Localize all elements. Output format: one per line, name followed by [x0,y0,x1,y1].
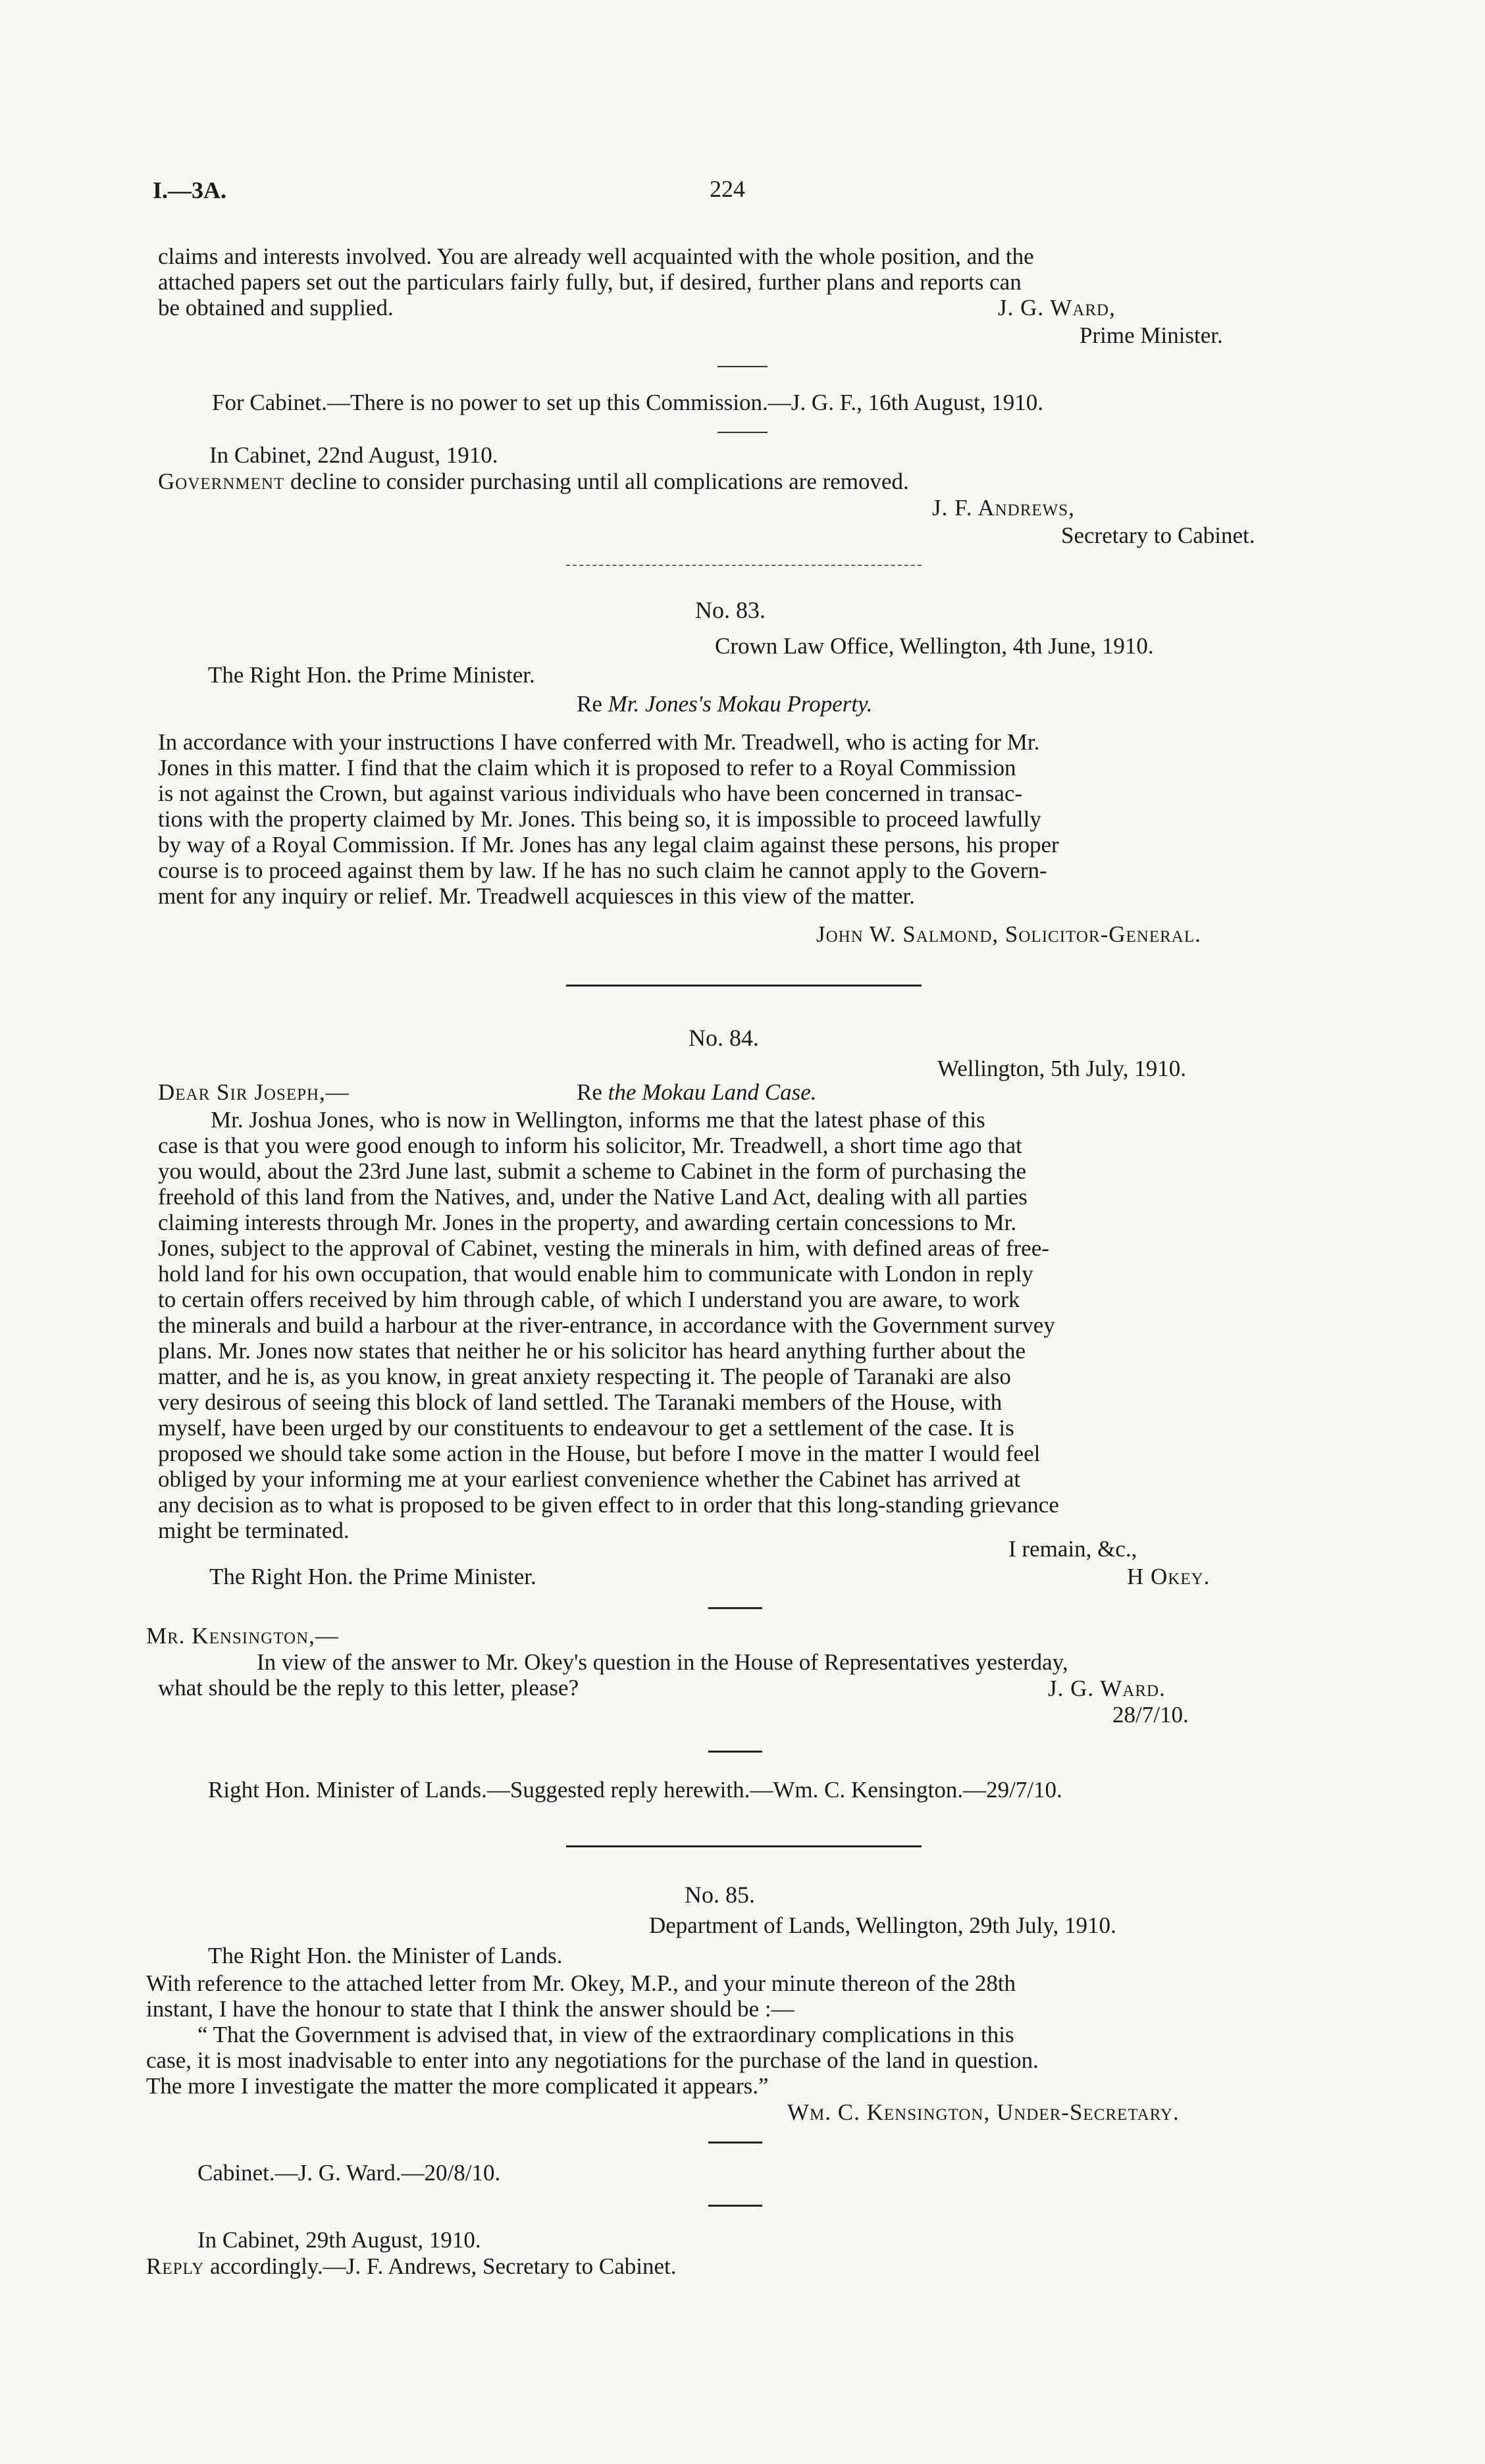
text-line: ment for any inquiry or relief. Mr. Treadwell acquiesces in this view of the matter. [158,883,915,909]
text-line: very desirous of seeing this block of land settled. The Taranaki members of the House, with [158,1389,1003,1415]
text-line: claims and interests involved. You are already well acquainted with the whole position, and the [158,244,1034,269]
signature-name: J. G. Ward, [998,295,1116,321]
text-line: myself, have been urged by our constituents to endeavour to get a settlement of the case. It is [158,1415,1014,1441]
divider [708,1751,762,1753]
text-line: by way of a Royal Commission. If Mr. Jones has any legal claim against these persons, his proper [158,832,1059,858]
memo-date: 28/7/10. [1112,1702,1189,1728]
divider [708,2142,762,2143]
section-divider [566,1845,922,1847]
in-cabinet-date: In Cabinet, 29th August, 1910. [197,2227,481,2253]
text-line: freehold of this land from the Natives, and, under the Native Land Act, dealing with all parties [158,1184,1028,1210]
section-divider [566,565,922,566]
section-divider [566,985,922,987]
text-line: be obtained and supplied. [158,295,394,321]
text-line: case is that you were good enough to inform his solicitor, Mr. Treadwell, a short time ago that [158,1133,1022,1158]
decision-lead: Government [158,469,285,494]
salutation: Dear Sir Joseph,— [158,1079,350,1105]
in-cabinet-date: In Cabinet, 22nd August, 1910. [209,442,498,468]
cabinet-decision [158,469,909,495]
addressee: The Right Hon. the Prime Minister. [208,662,535,688]
re-prefix: Re [577,1079,602,1105]
document-number: No. 83. [695,597,766,623]
text-line: any decision as to what is proposed to be given effect to in order that this long-standing grievance [158,1492,1059,1518]
memo-salutation: Mr. Kensington,— [146,1623,339,1649]
text-line: you would, about the 23rd June last, submit a scheme to Cabinet in the form of purchasing the [158,1158,1027,1184]
subject-line [577,1079,817,1106]
decision-text: decline to consider purchasing until all complications are removed. [290,469,909,494]
text-line: might be terminated. [158,1518,350,1543]
letter-body [146,1970,1303,2099]
re-prefix: Re [577,691,602,717]
text-line: In view of the answer to Mr. Okey's question in the House of Representatives yesterday, [257,1649,1068,1675]
document-number: No. 84. [689,1025,759,1051]
text-line: hold land for his own occupation, that would enable him to communicate with London in reply [158,1261,1033,1287]
secretary-name: J. F. Andrews, [932,495,1075,521]
subject-line [577,691,872,717]
text-line: what should be the reply to this letter, please? [158,1675,579,1701]
secretary-title: Secretary to Cabinet. [1061,523,1255,548]
place-date: Department of Lands, Wellington, 29th July, 1910. [649,1912,1116,1938]
minute: Right Hon. Minister of Lands.—Suggested reply herewith.—Wm. C. Kensington.—29/7/10. [208,1777,1062,1803]
re-subject: Mr. Jones's Mokau Property. [608,691,873,717]
re-subject: the Mokau Land Case. [608,1079,817,1105]
addressee: The Right Hon. the Prime Minister. [209,1564,536,1589]
text-line: With reference to the attached letter from Mr. Okey, M.P., and your minute thereon of the 28th [146,1970,1016,1996]
text-line: the minerals and build a harbour at the river-entrance, in accordance with the Government survey [158,1312,1055,1338]
divider [708,1607,762,1609]
text-line: instant, I have the honour to state that I think the answer should be :— [146,1996,795,2022]
text-line: case, it is most inadvisable to enter into any negotiations for the purchase of the land in question. [146,2047,1039,2073]
divider [717,366,768,367]
page-number: 224 [710,176,745,202]
reply-text: accordingly.—J. F. Andrews, Secretary to Cabinet. [210,2253,677,2279]
text-line: “ That the Government is advised that, in view of the extraordinary complications in this [197,2022,1014,2047]
addressee: The Right Hon. the Minister of Lands. [208,1943,563,1968]
letter-body [158,1107,1303,1543]
text-line: Mr. Joshua Jones, who is now in Wellington, informs me that the latest phase of this [211,1107,985,1133]
for-cabinet-minute: For Cabinet.—There is no power to set up this Commission.—J. G. F., 16th August, 1910. [212,390,1044,415]
text-line: course is to proceed against them by law. If he has no such claim he cannot apply to the Govern- [158,858,1047,883]
text-line: obliged by your informing me at your earliest convenience whether the Cabinet has arrived at [158,1466,1021,1492]
divider [708,2205,762,2207]
text-line: Jones in this matter. I find that the claim which it is proposed to refer to a Royal Commission [158,755,1016,781]
text-line: Jones, subject to the approval of Cabinet, vesting the minerals in him, with defined areas of free- [158,1235,1049,1261]
divider [717,432,768,433]
memo-signature: J. G. Ward. [1048,1676,1166,1701]
text-line: In accordance with your instructions I have conferred with Mr. Treadwell, who is acting for Mr. [158,729,1040,755]
document-reference: I.—3A. [153,177,227,203]
text-line: proposed we should take some action in the House, but before I move in the matter I would feel [158,1441,1041,1466]
text-line: The more I investigate the matter the more complicated it appears.” [146,2073,769,2099]
text-line: is not against the Crown, but against various individuals who have been concerned in transac- [158,781,1023,806]
letter-body [158,729,1303,909]
document-number: No. 85. [685,1882,755,1908]
text-line: plans. Mr. Jones now states that neither he or his solicitor has heard anything further about the [158,1338,1026,1364]
closing: I remain, &c., [1008,1536,1137,1562]
reply-line [146,2253,676,2280]
text-line: claiming interests through Mr. Jones in the property, and awarding certain concessions to Mr. [158,1210,1017,1235]
signature-title: Prime Minister. [1080,322,1223,348]
place-date: Wellington, 5th July, 1910. [937,1056,1186,1081]
text-line: matter, and he is, as you know, in great anxiety respecting it. The people of Taranaki are also [158,1364,1011,1389]
text-line: tions with the property claimed by Mr. Jones. This being so, it is impossible to proceed lawfully [158,806,1041,832]
cabinet-note: Cabinet.—J. G. Ward.—20/8/10. [197,2160,501,2186]
signature: H Okey. [1127,1564,1211,1589]
signature: John W. Salmond, Solicitor-General. [816,921,1201,947]
text-line: attached papers set out the particulars fairly fully, but, if desired, further plans and reports can [158,269,1022,295]
signature: Wm. C. Kensington, Under-Secretary. [787,2099,1180,2125]
place-date: Crown Law Office, Wellington, 4th June, 1910. [715,633,1154,659]
top-continuation-text [158,244,1303,321]
reply-lead: Reply [146,2253,205,2279]
text-line: to certain offers received by him through cable, of which I understand you are aware, to work [158,1287,1020,1312]
